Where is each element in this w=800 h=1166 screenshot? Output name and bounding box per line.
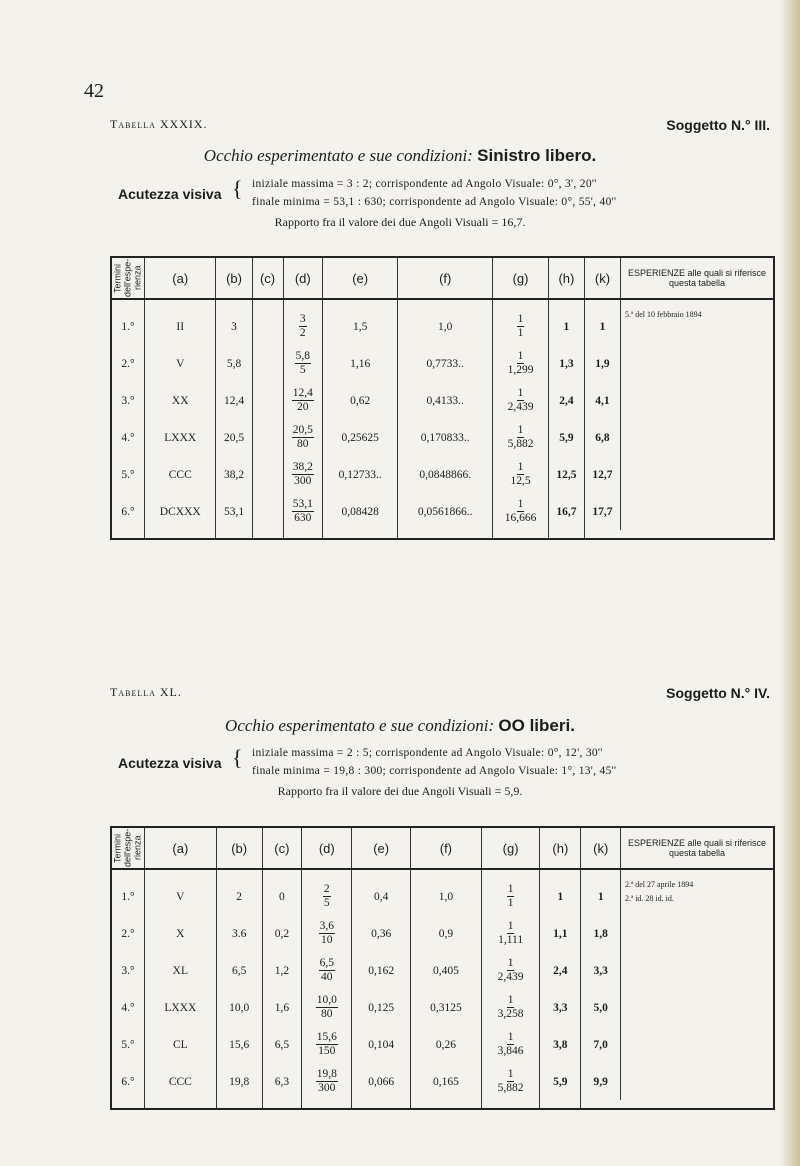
cell-k: 6,8 <box>584 419 620 456</box>
column-header: ESPERIENZE alle quali si riferisce questa tabella <box>621 257 775 299</box>
cell-h: 3,8 <box>540 1026 581 1063</box>
cell-d <box>283 382 322 419</box>
denominator: 80 <box>297 438 309 450</box>
header-row <box>111 827 774 869</box>
numerator: 1 <box>507 1068 514 1080</box>
notes-cell <box>621 878 775 1100</box>
cell-f: 1,0 <box>410 878 481 915</box>
fraction <box>498 994 524 1021</box>
cell-h: 2,4 <box>548 382 584 419</box>
column-header: (f) <box>398 257 493 299</box>
cell-h: 2,4 <box>540 952 581 989</box>
cell-b: 3 <box>216 308 252 345</box>
spacer-row <box>111 1100 774 1109</box>
page-number: 42 <box>84 80 104 102</box>
heading-bold: OO liberi. <box>498 716 575 735</box>
spacer-cell <box>322 299 397 308</box>
numerator: 1 <box>507 920 514 932</box>
numerator: 2 <box>323 883 330 895</box>
cell-a: X <box>145 915 217 952</box>
cell-k: 12,7 <box>584 456 620 493</box>
denominator: 2,439 <box>507 401 534 413</box>
cell-d <box>283 308 322 345</box>
cell-g <box>481 1063 539 1100</box>
denominator: 300 <box>294 475 312 487</box>
spacer-row <box>111 299 774 308</box>
spacer-cell <box>410 869 481 878</box>
denominator: 5 <box>323 897 330 909</box>
fraction <box>299 313 307 340</box>
cell-f: 0,3125 <box>410 989 481 1026</box>
spacer-cell <box>111 869 145 878</box>
experience-note: 5.ª del 10 febbraio 1894 <box>625 310 702 319</box>
cell-f: 0,165 <box>410 1063 481 1100</box>
cell-d <box>283 345 322 382</box>
denominator: 1,111 <box>498 934 524 946</box>
cell-e: 0,066 <box>352 1063 410 1100</box>
denominator: 5 <box>299 364 306 376</box>
cell-a: XX <box>145 382 216 419</box>
cell-d <box>302 989 352 1026</box>
spacer-cell <box>581 869 621 878</box>
numerator: 1 <box>507 883 514 895</box>
numerator: 10,0 <box>316 994 337 1006</box>
cell-n: 4.° <box>111 419 145 456</box>
denominator: 300 <box>318 1082 336 1094</box>
cell-c <box>252 456 283 493</box>
column-header: (d) <box>302 827 352 869</box>
column-header: (b) <box>216 827 262 869</box>
cell-k: 1,9 <box>584 345 620 382</box>
spacer-cell <box>111 299 145 308</box>
fraction <box>507 883 515 910</box>
spacer-cell <box>493 530 549 539</box>
fraction <box>292 498 314 525</box>
column-header: Termini dell'espe-rienza <box>112 258 143 297</box>
spacer-cell <box>581 1100 621 1109</box>
ratio-line: Rapporto fra il valore dei due Angoli Visuali = 5,9. <box>277 784 523 798</box>
fraction <box>498 920 523 947</box>
spacer-cell <box>621 299 775 308</box>
spacer-cell <box>548 530 584 539</box>
fraction <box>510 461 530 488</box>
fraction <box>323 883 331 910</box>
fraction <box>498 1068 524 1095</box>
cell-b: 6,5 <box>216 952 262 989</box>
spacer-cell <box>216 299 252 308</box>
cell-a: DCXXX <box>145 493 216 530</box>
cell-c: 1,2 <box>262 952 302 989</box>
heading-italic: Occhio esperimentato e sue condizioni: <box>203 146 473 165</box>
cell-g <box>493 419 549 456</box>
cell-n: 1.° <box>111 308 145 345</box>
cell-n: 3.° <box>111 952 145 989</box>
cell-f: 0,4133.. <box>398 382 493 419</box>
spacer-cell <box>145 1100 217 1109</box>
cell-f: 0,26 <box>410 1026 481 1063</box>
spacer-cell <box>283 299 322 308</box>
cell-n: 6.° <box>111 493 145 530</box>
cell-c: 6,5 <box>262 1026 302 1063</box>
column-header: (h) <box>540 827 581 869</box>
cell-h: 3,3 <box>540 989 581 1026</box>
cell-b: 2 <box>216 878 262 915</box>
column-header: (e) <box>352 827 410 869</box>
column-header: (f) <box>410 827 481 869</box>
table-heading <box>0 716 800 736</box>
spacer-cell <box>548 299 584 308</box>
spacer-cell <box>111 1100 145 1109</box>
cell-e: 0,08428 <box>322 493 397 530</box>
denominator: 1,299 <box>507 364 534 376</box>
acuity-final: finale minima = 53,1 : 630; corrispondente ad Angolo Visuale: 0°, 55', 40'' <box>252 196 617 208</box>
cell-f: 0,0848866. <box>398 456 493 493</box>
denominator: 80 <box>321 1008 333 1020</box>
cell-b: 10,0 <box>216 989 262 1026</box>
column-header: (a) <box>145 257 216 299</box>
cell-c <box>252 493 283 530</box>
column-header: (h) <box>548 257 584 299</box>
cell-a: CL <box>145 1026 217 1063</box>
cell-k: 5,0 <box>581 989 621 1026</box>
cell-n: 5.° <box>111 456 145 493</box>
denominator: 5,882 <box>507 438 534 450</box>
cell-e: 0,162 <box>352 952 410 989</box>
cell-d <box>302 952 352 989</box>
fraction <box>508 387 534 414</box>
cell-h: 5,9 <box>540 1063 581 1100</box>
cell-g <box>493 308 549 345</box>
cell-g <box>481 952 539 989</box>
numerator: 53,1 <box>292 498 313 510</box>
denominator: 1 <box>517 327 524 339</box>
experience-note: 2.ª id. 28 id. id. <box>625 894 674 903</box>
cell-f: 0,405 <box>410 952 481 989</box>
numerator: 1 <box>507 1031 514 1043</box>
cell-d <box>283 419 322 456</box>
numerator: 1 <box>517 461 524 473</box>
spacer-cell <box>216 1100 262 1109</box>
cell-h: 1,1 <box>540 915 581 952</box>
cell-d <box>302 1026 352 1063</box>
cell-d <box>283 456 322 493</box>
denominator: 16,666 <box>504 512 537 524</box>
cell-k: 7,0 <box>581 1026 621 1063</box>
column-header: (k) <box>584 257 620 299</box>
cell-h: 1 <box>540 878 581 915</box>
subject-label: Soggetto N.° III. <box>666 117 770 133</box>
cell-c: 1,6 <box>262 989 302 1026</box>
numerator: 15,6 <box>316 1031 337 1043</box>
numerator: 1 <box>507 994 514 1006</box>
spacer-row <box>111 869 774 878</box>
cell-b: 3.6 <box>216 915 262 952</box>
cell-a: CCC <box>145 456 216 493</box>
spacer-cell <box>302 869 352 878</box>
spacer-cell <box>145 530 216 539</box>
cell-k: 9,9 <box>581 1063 621 1100</box>
column-header: (c) <box>262 827 302 869</box>
cell-g <box>493 382 549 419</box>
cell-e: 0,104 <box>352 1026 410 1063</box>
column-header: ESPERIENZE alle quali si riferisce questa tabella <box>621 827 775 869</box>
column-header: (c) <box>252 257 283 299</box>
acutezza-label: Acutezza visiva <box>118 755 222 771</box>
table-row <box>111 308 774 345</box>
spacer-cell <box>398 530 493 539</box>
data-table <box>110 256 775 540</box>
spacer-cell <box>621 869 775 878</box>
cell-a: LXXX <box>145 419 216 456</box>
denominator: 3,258 <box>497 1008 524 1020</box>
column-header: (k) <box>581 827 621 869</box>
numerator: 5,8 <box>295 350 310 362</box>
spacer-cell <box>481 869 539 878</box>
spacer-cell <box>262 1100 302 1109</box>
numerator: 3 <box>299 313 306 325</box>
table-row <box>111 878 774 915</box>
denominator: 12,5 <box>510 475 531 487</box>
fraction <box>316 994 338 1021</box>
spacer-cell <box>352 1100 410 1109</box>
spacer-cell <box>216 530 252 539</box>
cell-h: 5,9 <box>548 419 584 456</box>
spacer-cell <box>540 1100 581 1109</box>
denominator: 20 <box>297 401 309 413</box>
cell-k: 17,7 <box>584 493 620 530</box>
fraction <box>316 1068 338 1095</box>
column-header: (d) <box>283 257 322 299</box>
column-header: Termini dell'espe-rienza <box>112 828 143 867</box>
spacer-cell <box>410 1100 481 1109</box>
header-row <box>111 257 774 299</box>
spacer-cell <box>584 530 620 539</box>
cell-g <box>481 989 539 1026</box>
cell-c: 0 <box>262 878 302 915</box>
experience-note: 2.ª del 27 aprile 1894 <box>625 880 694 889</box>
cell-g <box>493 493 549 530</box>
cell-d <box>302 915 352 952</box>
cell-b: 53,1 <box>216 493 252 530</box>
cell-e: 0,4 <box>352 878 410 915</box>
cell-e: 0,125 <box>352 989 410 1026</box>
cell-c <box>252 345 283 382</box>
cell-c <box>252 308 283 345</box>
cell-e: 0,25625 <box>322 419 397 456</box>
numerator: 1 <box>517 313 524 325</box>
cell-f: 1,0 <box>398 308 493 345</box>
cell-d <box>302 1063 352 1100</box>
cell-g <box>493 456 549 493</box>
spacer-cell <box>283 530 322 539</box>
table-heading <box>0 146 800 166</box>
denominator: 40 <box>321 971 333 983</box>
cell-b: 5,8 <box>216 345 252 382</box>
column-header: (b) <box>216 257 252 299</box>
cell-e: 1,5 <box>322 308 397 345</box>
spacer-cell <box>145 299 216 308</box>
cell-f: 0,0561866.. <box>398 493 493 530</box>
cell-k: 1,8 <box>581 915 621 952</box>
fraction <box>292 424 314 451</box>
ratio-line: Rapporto fra il valore dei due Angoli Visuali = 16,7. <box>274 215 526 229</box>
numerator: 1 <box>517 424 524 436</box>
cell-b: 20,5 <box>216 419 252 456</box>
column-header: (e) <box>322 257 397 299</box>
fraction <box>319 920 335 947</box>
spacer-cell <box>262 869 302 878</box>
notes-cell <box>621 308 775 530</box>
spacer-cell <box>252 299 283 308</box>
spacer-cell <box>493 299 549 308</box>
cell-n: 4.° <box>111 989 145 1026</box>
acuity-final: finale minima = 19,8 : 300; corrispondente ad Angolo Visuale: 1°, 13', 45'' <box>252 765 617 777</box>
brace: { <box>232 745 243 770</box>
cell-h: 1 <box>548 308 584 345</box>
spacer-cell <box>252 530 283 539</box>
table-label: Tabella XXXIX. <box>110 117 208 131</box>
cell-n: 1.° <box>111 878 145 915</box>
cell-e: 0,12733.. <box>322 456 397 493</box>
column-header: (g) <box>481 827 539 869</box>
cell-f: 0,9 <box>410 915 481 952</box>
brace: { <box>232 176 243 201</box>
spacer-cell <box>352 869 410 878</box>
cell-g <box>481 915 539 952</box>
page-edge <box>780 0 800 1166</box>
cell-e: 0,36 <box>352 915 410 952</box>
cell-c <box>252 382 283 419</box>
spacer-cell <box>111 530 145 539</box>
column-header: (a) <box>145 827 217 869</box>
numerator: 1 <box>507 957 514 969</box>
cell-n: 5.° <box>111 1026 145 1063</box>
denominator: 2,439 <box>497 971 524 983</box>
cell-k: 1 <box>581 878 621 915</box>
fraction <box>505 498 537 525</box>
spacer-cell <box>145 869 217 878</box>
numerator: 1 <box>517 387 524 399</box>
spacer-cell <box>302 1100 352 1109</box>
spacer-cell <box>481 1100 539 1109</box>
spacer-cell <box>540 869 581 878</box>
fraction <box>508 424 534 451</box>
cell-f: 0,7733.. <box>398 345 493 382</box>
cell-n: 6.° <box>111 1063 145 1100</box>
numerator: 38,2 <box>292 461 313 473</box>
cell-n: 2.° <box>111 345 145 382</box>
subject-label: Soggetto N.° IV. <box>666 685 770 701</box>
spacer-cell <box>398 299 493 308</box>
denominator: 5,882 <box>497 1082 524 1094</box>
cell-h: 16,7 <box>548 493 584 530</box>
cell-a: LXXX <box>145 989 217 1026</box>
numerator: 3,6 <box>319 920 334 932</box>
cell-h: 12,5 <box>548 456 584 493</box>
fraction <box>498 1031 524 1058</box>
fraction <box>517 313 525 340</box>
cell-b: 38,2 <box>216 456 252 493</box>
cell-a: V <box>145 345 216 382</box>
cell-d <box>302 878 352 915</box>
cell-b: 15,6 <box>216 1026 262 1063</box>
spacer-cell <box>322 530 397 539</box>
numerator: 19,8 <box>316 1068 337 1080</box>
fraction <box>508 350 534 377</box>
cell-a: V <box>145 878 217 915</box>
acuity-initial: iniziale massima = 3 : 2; corrispondente ad Angolo Visuale: 0°, 3', 20'' <box>252 178 597 190</box>
numerator: 12,4 <box>292 387 313 399</box>
cell-g <box>493 345 549 382</box>
data-table <box>110 826 775 1110</box>
cell-c <box>252 419 283 456</box>
cell-b: 19,8 <box>216 1063 262 1100</box>
cell-g <box>481 1026 539 1063</box>
denominator: 2 <box>299 327 306 339</box>
spacer-cell <box>584 299 620 308</box>
heading-bold: Sinistro libero. <box>477 146 597 165</box>
denominator: 1 <box>507 897 514 909</box>
fraction <box>292 387 314 414</box>
fraction <box>319 957 335 984</box>
spacer-row <box>111 530 774 539</box>
fraction <box>498 957 524 984</box>
cell-k: 3,3 <box>581 952 621 989</box>
numerator: 6,5 <box>319 957 334 969</box>
cell-e: 0,62 <box>322 382 397 419</box>
heading-italic: Occhio esperimentato e sue condizioni: <box>225 716 495 735</box>
cell-h: 1,3 <box>548 345 584 382</box>
denominator: 150 <box>318 1045 336 1057</box>
cell-f: 0,170833.. <box>398 419 493 456</box>
cell-a: CCC <box>145 1063 217 1100</box>
denominator: 3,846 <box>497 1045 524 1057</box>
cell-e: 1,16 <box>322 345 397 382</box>
denominator: 630 <box>294 512 312 524</box>
cell-n: 2.° <box>111 915 145 952</box>
acutezza-label: Acutezza visiva <box>118 186 222 202</box>
cell-g <box>481 878 539 915</box>
cell-a: XL <box>145 952 217 989</box>
fraction <box>316 1031 338 1058</box>
spacer-cell <box>216 869 262 878</box>
denominator: 10 <box>321 934 333 946</box>
cell-a: II <box>145 308 216 345</box>
table-label: Tabella XL. <box>110 685 182 699</box>
fraction <box>295 350 311 377</box>
cell-k: 4,1 <box>584 382 620 419</box>
cell-c: 0,2 <box>262 915 302 952</box>
numerator: 1 <box>517 350 524 362</box>
numerator: 20,5 <box>292 424 313 436</box>
numerator: 1 <box>517 498 524 510</box>
cell-n: 3.° <box>111 382 145 419</box>
cell-d <box>283 493 322 530</box>
fraction <box>292 461 314 488</box>
cell-k: 1 <box>584 308 620 345</box>
column-header: (g) <box>493 257 549 299</box>
cell-c: 6,3 <box>262 1063 302 1100</box>
acuity-initial: iniziale massima = 2 : 5; corrispondente ad Angolo Visuale: 0°, 12', 30'' <box>252 747 603 759</box>
cell-b: 12,4 <box>216 382 252 419</box>
